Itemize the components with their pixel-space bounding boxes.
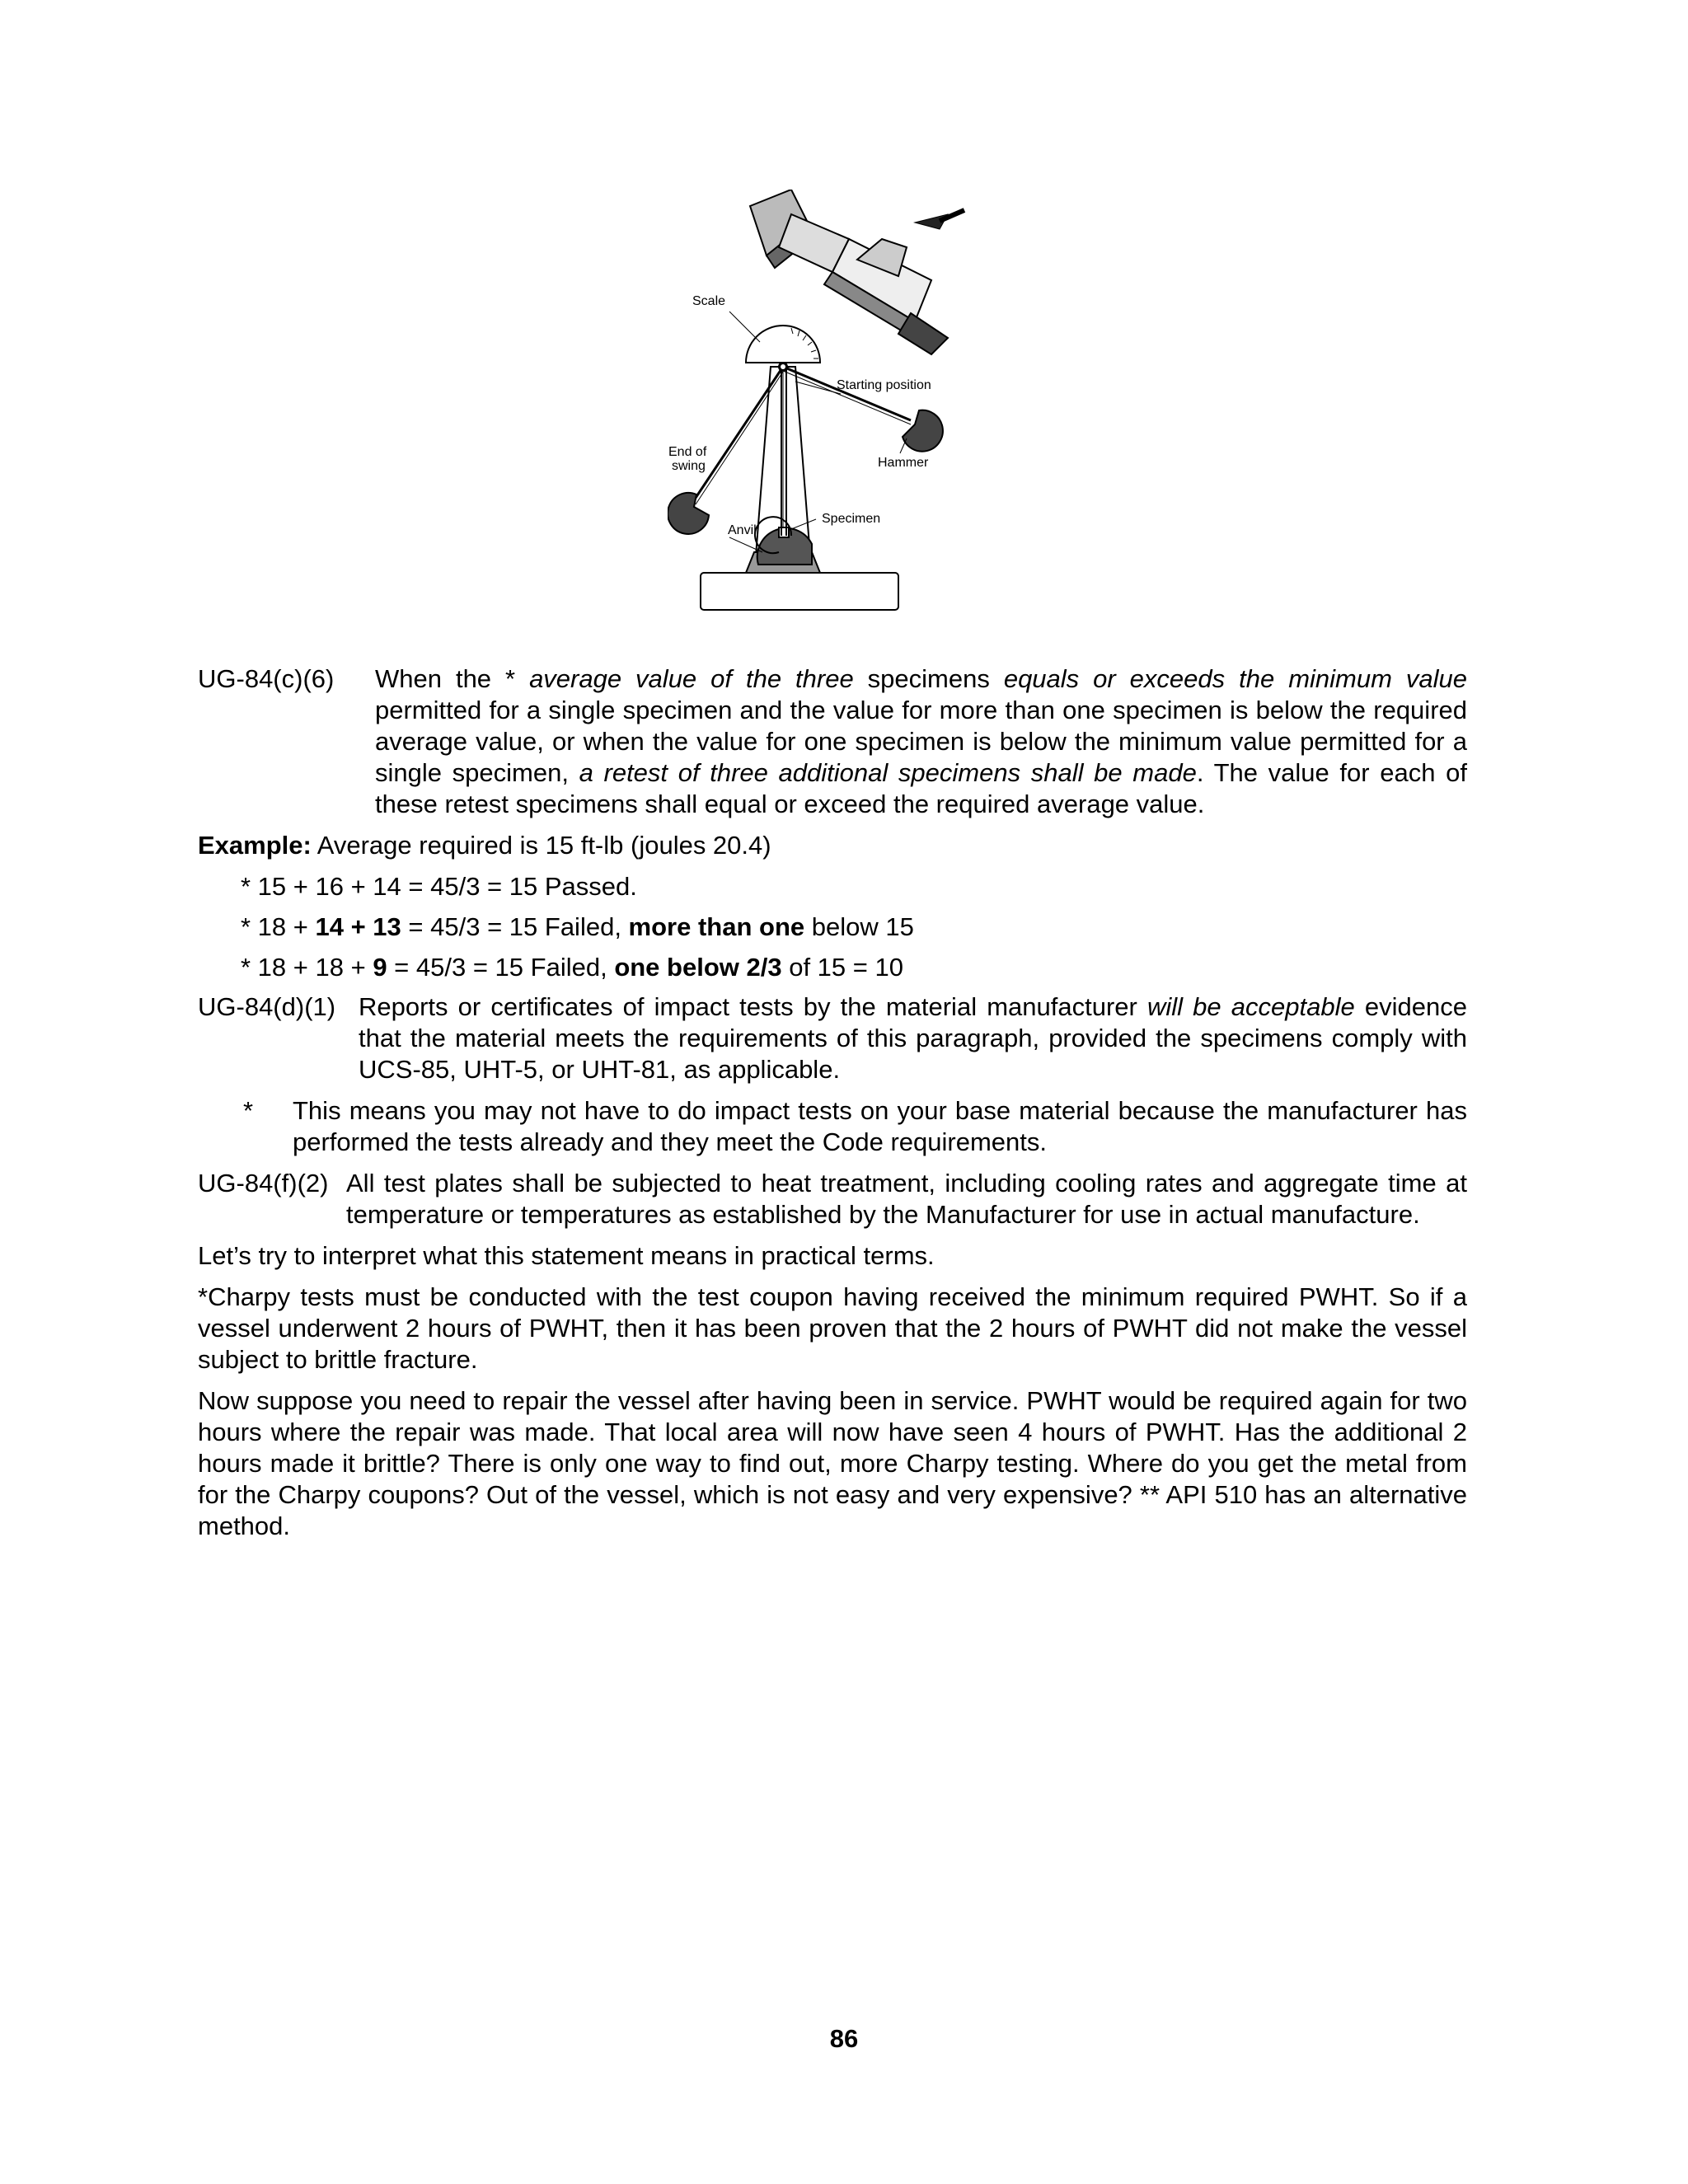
example-line-2 — [241, 912, 1467, 943]
example-label: Example: — [198, 831, 312, 860]
example-line-1: * 15 + 16 + 14 = 45/3 = 15 Passed. — [241, 872, 637, 901]
text-run: . The value for each of these retest specimens shall equal or exceed the required average value. — [375, 758, 1467, 818]
example-line-3 — [241, 952, 1467, 983]
clause-ug84-d1 — [198, 991, 1467, 1085]
clause-reference: UG-84(f)(2) — [198, 1169, 329, 1197]
figure-label-end-of-swing-line2: swing — [672, 459, 706, 473]
text-run: evidence that the material meets the requirements of this paragraph, provided the specimens comply with UCS-85, UHT-5, or UHT-81, as applicable. — [359, 992, 1467, 1084]
paragraph-interpret: Let’s try to interpret what this statement means in practical terms. — [198, 1241, 935, 1270]
clause-text — [375, 663, 1467, 820]
figure-label-hammer: Hammer — [878, 456, 929, 470]
document-body — [198, 663, 1467, 1542]
page-number: 86 — [829, 2024, 859, 2053]
text-run: Reports or certificates of impact tests by the material manufacturer — [359, 992, 1147, 1021]
clause-reference: UG-84(c)(6) — [198, 664, 335, 693]
text-run: = 45/3 = 15 Failed, — [401, 912, 629, 941]
clause-text — [359, 991, 1467, 1085]
paragraph-charpy-pwht: *Charpy tests must be conducted with the test coupon having received the minimum required PWHT. So if a vessel underwent 2 hours of PWHT, then it has been proven that the 2 hours of PWHT did not make the vessel subject to brittle fracture. — [198, 1282, 1467, 1374]
note-text: This means you may not have to do impact tests on your base material because the manufacturer has performed the tests already and they meet the Code requirements. — [293, 1096, 1467, 1156]
text-run: * 18 + — [241, 912, 316, 941]
figure-label-scale: Scale — [692, 294, 726, 308]
text-run: = 45/3 = 15 Failed, — [387, 953, 615, 982]
figure-label-end-of-swing-line1: End of — [668, 445, 707, 459]
paragraph-repair: Now suppose you need to repair the vessel after having been in service. PWHT would be required again for two hours where the repair was made. That local area will now have seen 4 hours of PWHT. Has the additional 2 hours made it brittle? There is only one way to find out, more Charpy testing. Where do you get the metal from for the Charpy coupons? Out of the vessel, which is not easy and very expensive? ** API 510 has an alternative method. — [198, 1386, 1467, 1540]
clause-reference: UG-84(d)(1) — [198, 992, 336, 1021]
bold-run: 14 + 13 — [315, 912, 401, 941]
figure-label-anvil: Anvil — [728, 523, 757, 537]
hammer-end — [668, 493, 709, 534]
text-run: permitted for a single specimen and the value for more than one specimen is below the required average value, or when the value for one specimen is below the minimum value permitted for a single specimen, — [375, 696, 1467, 787]
note-asterisk: * — [243, 1096, 254, 1125]
specimen-block — [779, 527, 789, 537]
text-run: * 18 + 18 + — [241, 953, 373, 982]
text-run: below 15 — [804, 912, 914, 941]
pendulum-arm-start — [783, 367, 911, 420]
charpy-pendulum-diagram — [668, 190, 1014, 618]
text-run: specimens — [853, 664, 1004, 693]
example-heading — [198, 830, 1467, 861]
clause-ug84-f2 — [198, 1168, 1467, 1230]
italic-run: a retest of three additional specimens shall be made — [579, 758, 1197, 787]
hammer-start — [903, 410, 943, 452]
clause-text: All test plates shall be subjected to heat treatment, including cooling rates and aggregate time at temperature or temperatures as established by the Manufacturer for use in actual manufacture. — [346, 1169, 1467, 1229]
example-text: Average required is 15 ft-lb (joules 20.4) — [311, 831, 771, 860]
text-run: When the * — [375, 664, 530, 693]
bold-run: more than one — [628, 912, 805, 941]
figure-label-specimen: Specimen — [822, 512, 881, 526]
machine-base — [701, 573, 898, 610]
bold-run: one below 2/3 — [614, 953, 782, 982]
figure-label-starting-position: Starting position — [837, 378, 931, 392]
italic-run: equals or exceeds the minimum value — [1003, 664, 1467, 693]
clause-ug84-c6 — [198, 663, 1467, 820]
bold-run: 9 — [373, 953, 387, 982]
italic-run: average value of the three — [529, 664, 854, 693]
text-run: of 15 = 10 — [781, 953, 903, 982]
charpy-impact-test-figure — [668, 190, 1014, 618]
note-impact-tests — [243, 1095, 1467, 1158]
italic-run: will be acceptable — [1147, 992, 1355, 1021]
